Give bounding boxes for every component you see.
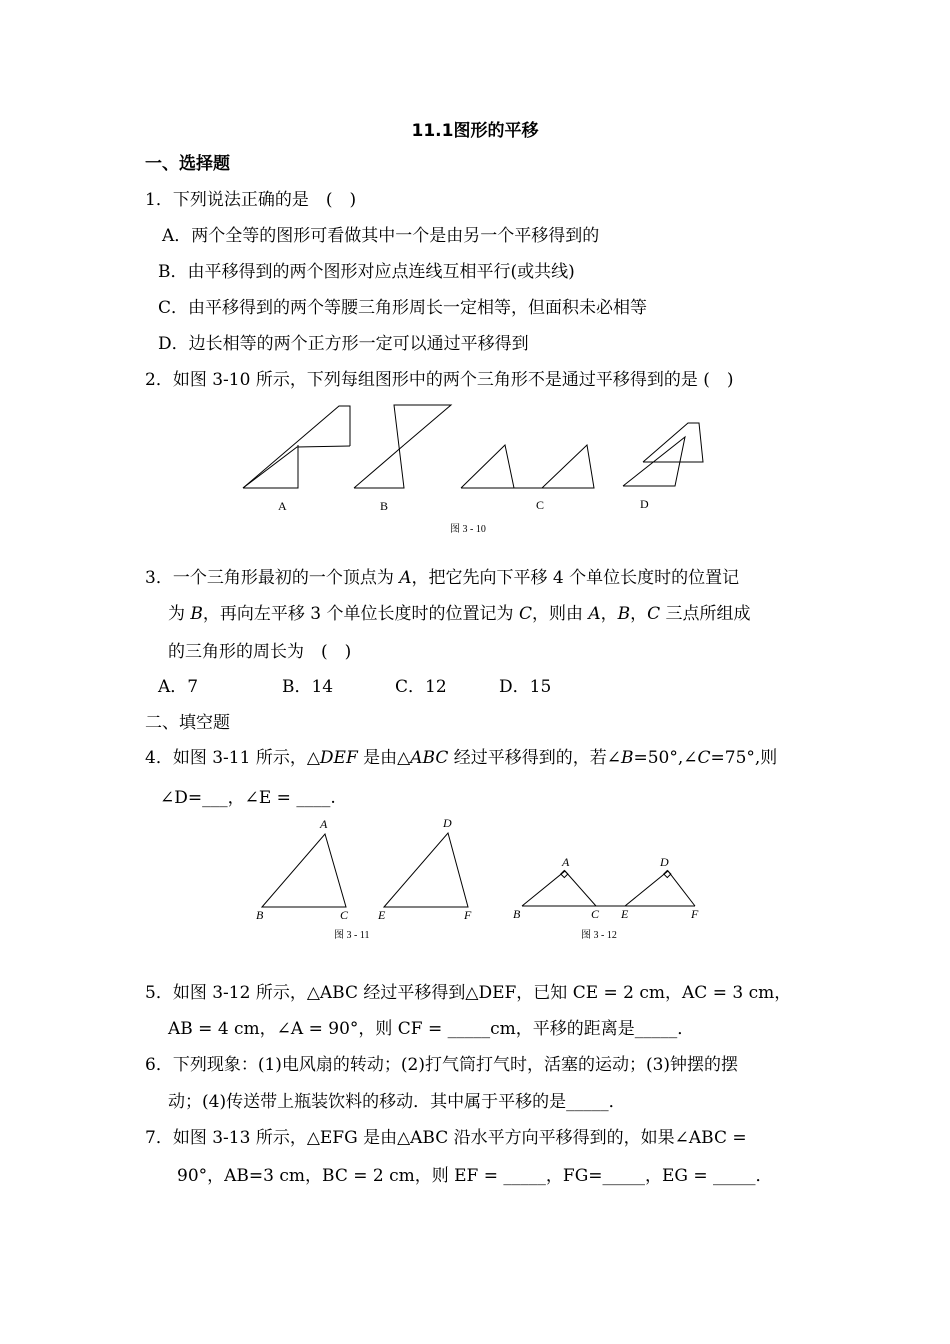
- fig-3-11-label-b: B: [256, 908, 264, 922]
- fig-3-12-triangle-abc: [522, 871, 596, 906]
- q3-text: ，把它先向下平移 4 个单位长度时的位置记: [411, 568, 740, 588]
- question-1-option-b: B．由平移得到的两个图形对应点连线互相平行(或共线): [158, 262, 575, 282]
- fig-3-11-triangle-abc: [262, 834, 346, 907]
- question-3-option-a: A．7: [158, 677, 199, 697]
- section-heading-fill: 二、填空题: [145, 713, 230, 733]
- question-1-option-a: A．两个全等的图形可看做其中一个是由另一个平移得到的: [162, 226, 600, 246]
- question-3-line-3: 的三角形的周长为 ( ): [168, 642, 352, 662]
- q3-var-b: B: [190, 604, 203, 624]
- fig-b-hyp-lower: [354, 445, 404, 488]
- question-4-line-2: ∠D=___，∠E = ____.: [160, 788, 336, 808]
- fig-3-12-label-d: D: [660, 855, 669, 869]
- fig-c-triangle-right: [514, 445, 594, 488]
- q3-text: ，再向左平移 3 个单位长度时的位置记为: [202, 604, 519, 624]
- fig-3-12-label-b: B: [513, 907, 521, 921]
- question-6-line-2: 动；(4)传送带上瓶装饮料的移动．其中属于平移的是_____．: [168, 1092, 626, 1112]
- q4-var-b: B: [620, 748, 634, 768]
- fig-3-10-label-c: C: [536, 498, 545, 512]
- question-6-line-1: 6．下列现象：(1)电风扇的转动；(2)打气筒打气时，活塞的运动；(3)钟摆的摆: [145, 1055, 739, 1075]
- fig-3-12-label-c: C: [591, 907, 600, 921]
- question-4-line-1: [145, 746, 777, 770]
- q4-text: 4．如图 3-11 所示，: [145, 748, 307, 768]
- fig-3-11-label-d: D: [443, 816, 452, 830]
- fig-3-12-label-e: E: [621, 907, 629, 921]
- section-heading-choice: 一、选择题: [145, 154, 230, 174]
- question-7-line-2: 90°，AB=3 cm，BC = 2 cm，则 EF = _____，FG=_____，EG = _____．: [177, 1166, 773, 1186]
- q4-var-c: C: [697, 748, 711, 768]
- fig-3-11-triangle-def: [384, 833, 468, 907]
- fig-3-11-caption: 图 3 - 11: [334, 930, 370, 941]
- question-1-option-c: C．由平移得到的两个等腰三角形周长一定相等，但面积未必相等: [158, 298, 648, 318]
- fig-c-triangle-left: [461, 445, 514, 488]
- fig-d-triangle-upper: [643, 423, 703, 462]
- figure-3-11: [250, 812, 490, 944]
- question-2-stem: 2．如图 3-10 所示，下列每组图形中的两个三角形不是通过平移得到的是 ( ): [145, 370, 734, 390]
- q3-text: 三点所组成: [660, 604, 751, 624]
- fig-3-11-label-a: A: [320, 817, 328, 831]
- fig-3-11-label-c: C: [340, 908, 349, 922]
- fig-3-11-label-f: F: [464, 908, 472, 922]
- question-7-line-1: 7．如图 3-13 所示，△EFG 是由△ABC 沿水平方向平移得到的，如果∠ABC =: [145, 1128, 747, 1148]
- question-5-line-1: 5．如图 3-12 所示，△ABC 经过平移得到△DEF，已知 CE = 2 cm，AC = 3 cm，: [145, 983, 792, 1003]
- question-3-line-2: [168, 602, 751, 626]
- fig-3-11-label-e: E: [378, 908, 386, 922]
- fig-3-10-label-b: B: [380, 499, 389, 513]
- q4-text: =50°,∠: [633, 748, 698, 768]
- fig-a-link: [243, 446, 350, 488]
- q3-text: ，: [600, 604, 618, 624]
- fig-3-12-caption: 图 3 - 12: [581, 930, 617, 941]
- q3-text: 3．一个三角形最初的一个顶点为: [145, 568, 400, 588]
- fig-3-12-label-f: F: [691, 907, 699, 921]
- fig-3-10-caption: 图 3 - 10: [450, 524, 486, 535]
- question-5-line-2: AB = 4 cm，∠A = 90°，则 CF = _____cm，平移的距离是_____．: [168, 1019, 695, 1039]
- q3-var-a: A: [588, 604, 601, 624]
- question-3-line-1: [145, 566, 739, 590]
- page-title: 11.1图形的平移: [411, 121, 539, 141]
- q3-var-b: B: [617, 604, 631, 624]
- question-1-stem: 1．下列说法正确的是 ( ): [145, 190, 357, 210]
- figure-3-10: [230, 398, 710, 540]
- fig-3-10-label-d: D: [640, 497, 649, 511]
- question-3-option-c: C．12: [395, 677, 447, 697]
- q4-text: 是由: [357, 748, 398, 768]
- q3-var-a: A: [399, 568, 412, 588]
- question-1-option-d: D．边长相等的两个正方形一定可以通过平移得到: [158, 334, 529, 354]
- q3-text: 为: [168, 604, 191, 624]
- q3-text: ，: [630, 604, 648, 624]
- q3-var-c: C: [518, 604, 532, 624]
- q3-text: ，则由: [531, 604, 589, 624]
- q4-text: 经过平移得到的，若∠: [448, 748, 621, 768]
- question-3-option-d: D．15: [499, 677, 552, 697]
- q3-var-c: C: [647, 604, 661, 624]
- q4-text: =75°,则: [710, 748, 778, 768]
- fig-3-12-label-a: A: [562, 855, 570, 869]
- question-3-option-b: B．14: [282, 677, 334, 697]
- figure-3-12: [505, 850, 715, 944]
- fig-3-12-triangle-def: [625, 871, 695, 906]
- q4-triangle-abc: △ABC: [397, 748, 449, 768]
- q4-triangle-def: △DEF: [306, 748, 358, 768]
- fig-3-10-label-a: A: [278, 499, 287, 513]
